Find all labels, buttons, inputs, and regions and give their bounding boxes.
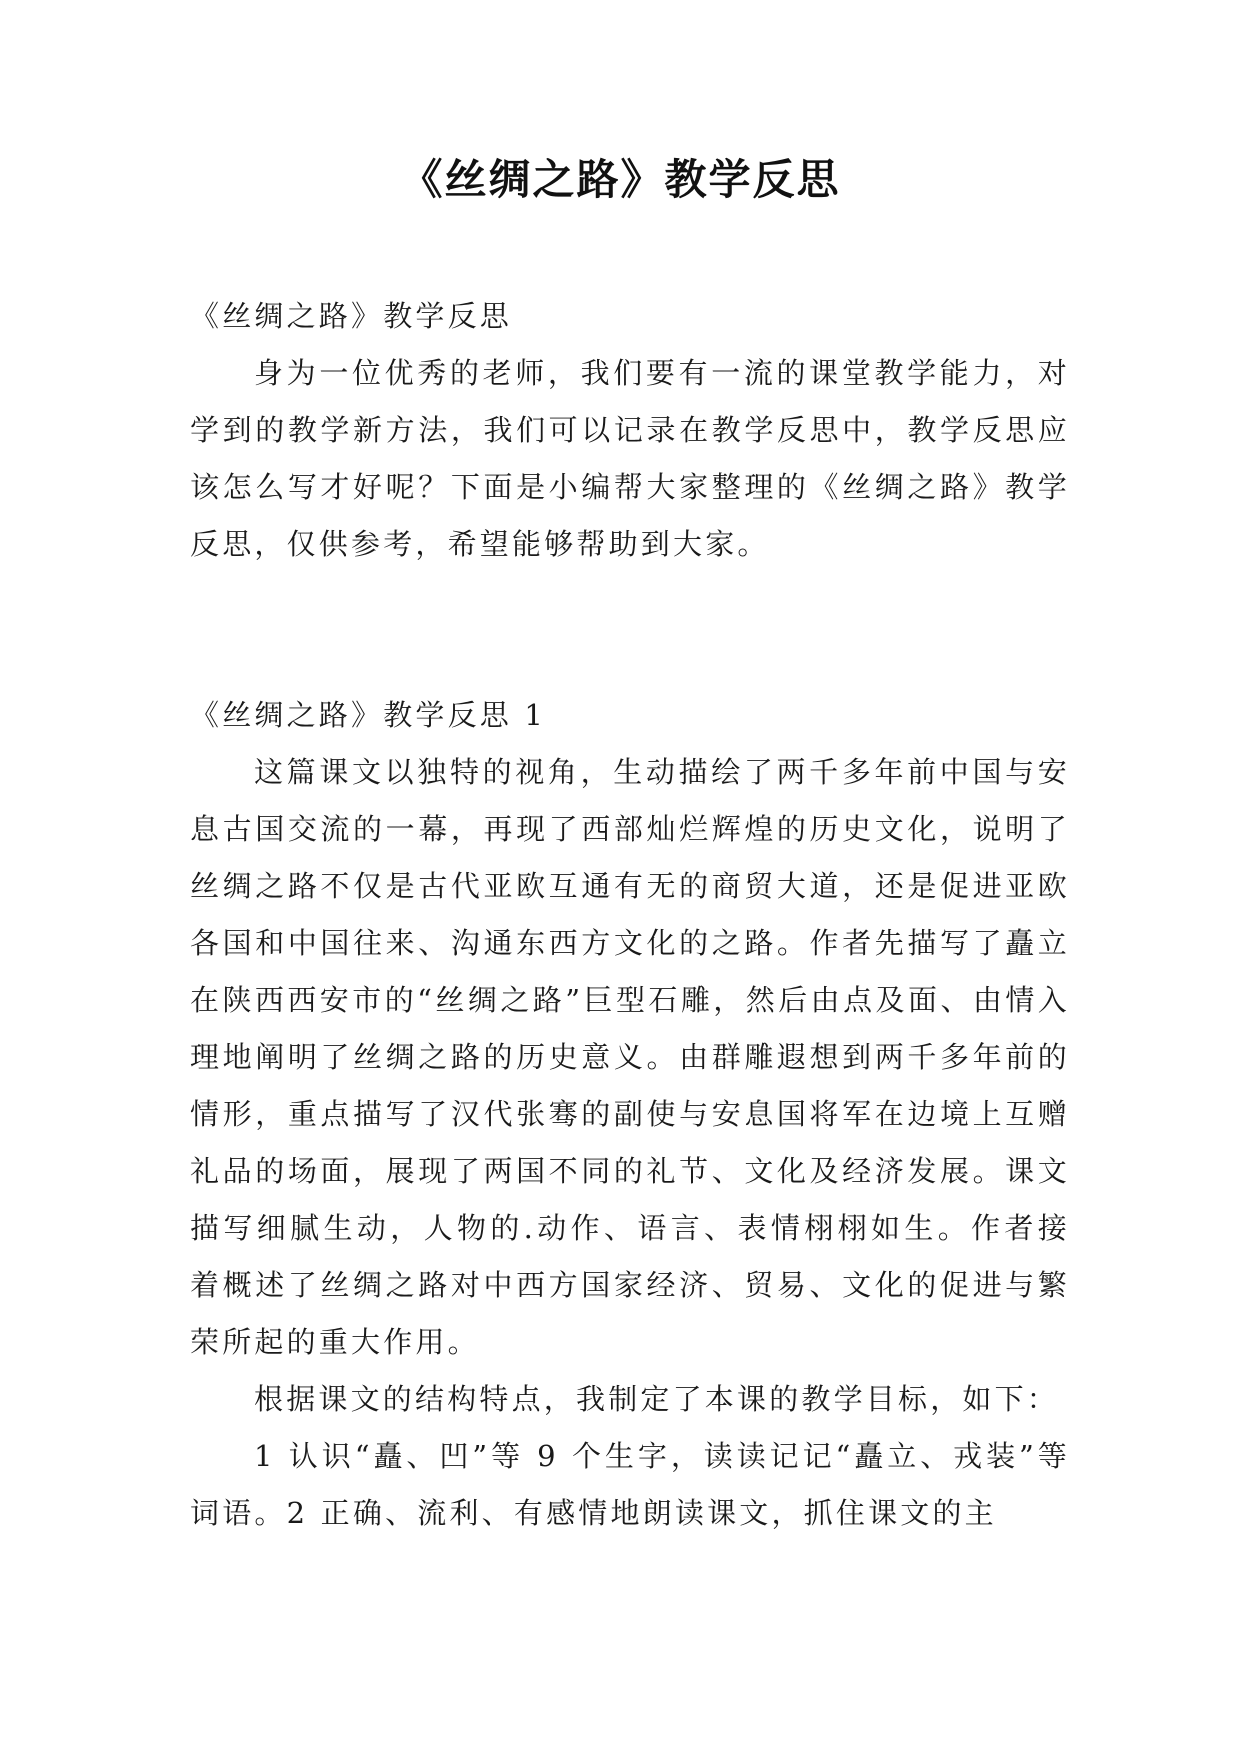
section-spacer <box>190 573 1070 687</box>
document-body <box>190 288 1070 1542</box>
section-1-paragraph-2: 根据课文的结构特点，我制定了本课的教学目标，如下： <box>254 1382 1060 1416</box>
intro-paragraph: 身为一位优秀的老师，我们要有一流的课堂教学能力，对学到的教学新方法，我们可以记录在教学反思中，教学反思应该怎么写才好呢？下面是小编帮大家整理的《丝绸之路》教学反思，仅供参考，希望能够帮助到大家。 <box>190 356 1070 561</box>
document-title: 《丝绸之路》教学反思 <box>400 155 841 204</box>
section-1-paragraph-3: 1 认识“矗、凹”等 9 个生字，读读记记“矗立、戎装”等词语。2 正确、流利、有感情地朗读课文，抓住课文的主 <box>190 1439 1070 1530</box>
section-1-paragraph-1: 这篇课文以独特的视角，生动描绘了两千多年前中国与安息古国交流的一幕，再现了西部灿烂辉煌的历史文化，说明了丝绸之路不仅是古代亚欧互通有无的商贸大道，还是促进亚欧各国和中国往来、沟通东西方文化的之路。作者先描写了矗立在陕西西安市的“丝绸之路”巨型石雕，然后由点及面、由情入理地阐明了丝绸之路的历史意义。由群雕遐想到两千多年前的情形，重点描写了汉代张骞的副使与安息国将军在边境上互赠礼品的场面，展现了两国不同的礼节、文化及经济发展。课文描写细腻生动，人物的.动作、语言、表情栩栩如生。作者接着概述了丝绸之路对中西方国家经济、贸易、文化的促进与繁荣所起的重大作用。 <box>190 755 1070 1359</box>
intro-heading: 《丝绸之路》教学反思 <box>190 299 513 333</box>
section-1-heading: 《丝绸之路》教学反思 1 <box>190 698 547 732</box>
